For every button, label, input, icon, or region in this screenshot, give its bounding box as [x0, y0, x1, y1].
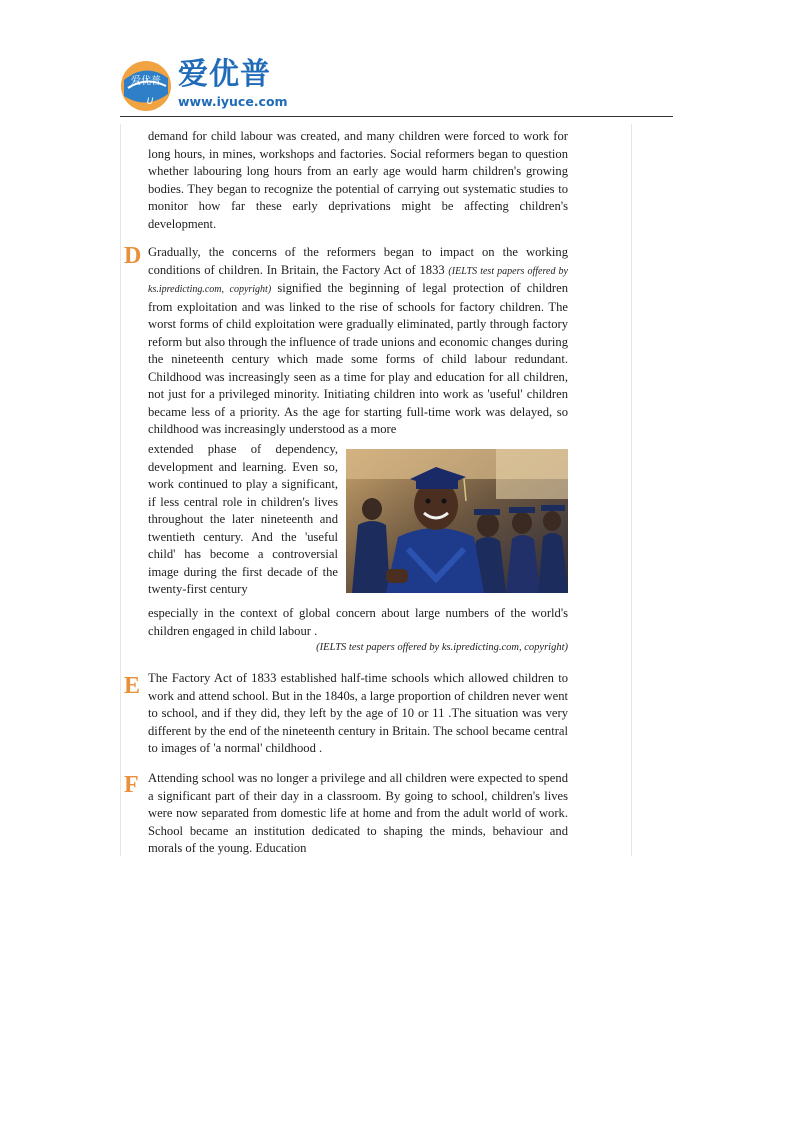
paragraph-d-part2: signified the beginning of legal protection of children from exploitation and was linked to the rise of schools for factory children. The worst forms of child exploitation were gradually eliminated, partly through factory reform but also through the influence of trade unions and economic changes during the nineteenth century which made some forms of child labour redundant. Childhood was increasingly seen as a time for play and education for all children, not just for a privileged minority. Initiating children into work as 'useful' children became less of a priority. As the age for starting full-time work was delayed, so childhood was increasingly understood as a more: [148, 281, 569, 436]
paragraph-d-citation: (IELTS test papers offered by ks.ipredicting.com, copyright): [148, 265, 568, 295]
logo-badge: [120, 58, 172, 114]
section-letter-d: D: [124, 243, 142, 269]
logo-badge-mark: U: [146, 97, 154, 107]
paragraph-e: The Factory Act of 1833 established half-time schools which allowed children to work and attend school. But in the 1840s, a large proportion of children never went to school, and if they did, they left by the age of 10 or 11 .The situation was very different by the end of the nineteenth century in Britain. The school became central to images of 'a normal' childhood .: [148, 671, 568, 755]
paragraph-d-wrapped: extended phase of dependency, development and learning. Even so, work continued to play a significant, if less central role in children's lives throughout the later nineteenth and twentieth century. And the 'useful child' has become a controversial image during the first decade of the twenty-first century: [148, 442, 338, 596]
section-letter-f: F: [124, 772, 139, 798]
logo-text: 爱优普: [178, 57, 271, 92]
header-divider: [120, 116, 673, 117]
intro-paragraph: demand for child labour was created, and many children were forced to work for long hours, in mines, workshops and factories. Social reformers began to question whether labouring long hours from an early age would harm children's growing bodies. They began to recognize the potential of carrying out systematic studies to monitor how far these early deprivations might be affecting children's development.: [148, 129, 568, 231]
logo-url[interactable]: www.iyuce.com: [178, 94, 288, 109]
logo-badge-text: 爱优普: [131, 76, 161, 87]
paragraph-f: Attending school was no longer a privilege and all children were expected to spend a significant part of their day in a classroom. By going to school, children's lives were now separated from domestic life at home and from the adult world of work. School became an institution dedicated to shaping the minds, behaviour and morals of the young. Education: [148, 771, 568, 855]
paragraph-d-end: especially in the context of global concern about large numbers of the world's children engaged in child labour .: [148, 606, 568, 638]
paragraph-d-main: [148, 244, 568, 439]
graduation-photo: [346, 449, 568, 593]
section-letter-e: E: [124, 673, 141, 699]
paragraph-d-part1: Gradually, the concerns of the reformers began to impact on the working conditions of children. In Britain, the Factory Act of 1833: [148, 245, 568, 277]
source-caption: (IELTS test papers offered by ks.ipredicting.com, copyright): [316, 642, 568, 653]
